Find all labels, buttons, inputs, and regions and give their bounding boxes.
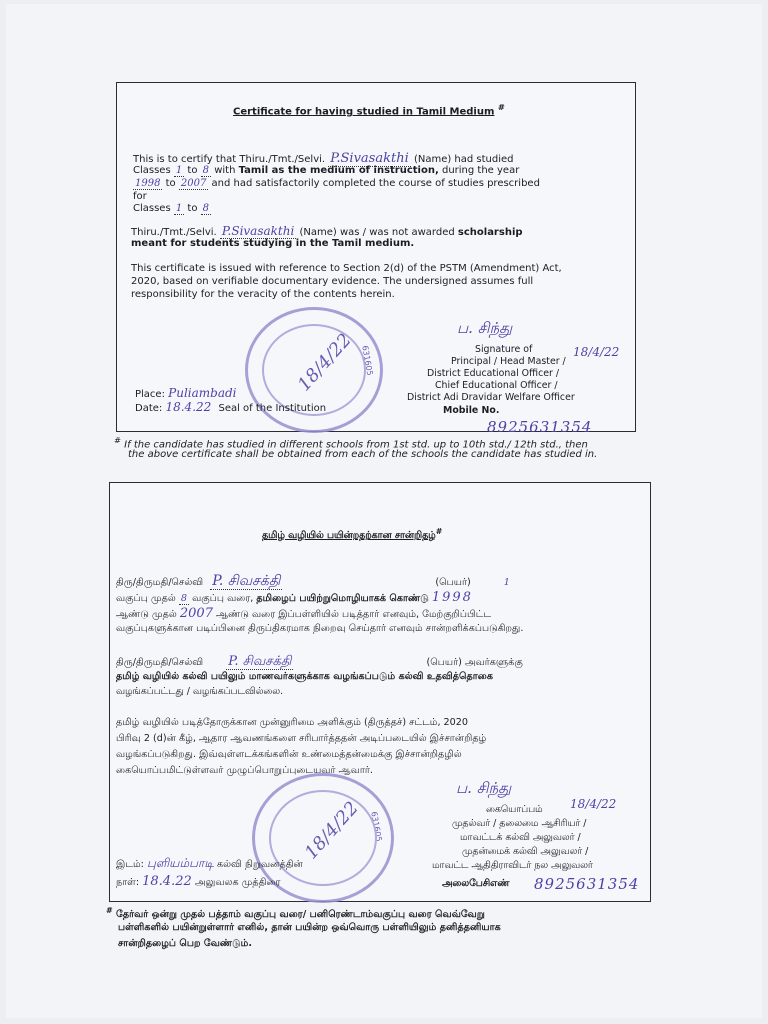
en-date: Date: 18.4.22 Seal of the Institution [135, 400, 327, 414]
institution-seal-stamp-2: 18/4/22 631605 [252, 773, 394, 903]
en-pstm-line-3: responsibility for the veracity of the contents herein. [131, 289, 395, 300]
ta-line-4: வகுப்புகளுக்கான படிப்பினை திருப்திகரமாக நிறைவு செய்தார் எனவும் சான்றளிக்கப்படுகிறது. [116, 623, 524, 634]
ta-footnote-3: சான்றிதழைப் பெற வேண்டும். [118, 938, 253, 949]
ta-mobile-number: 8925631354 [534, 875, 640, 893]
tamil-certificate-box: தமிழ் வழியில் பயின்றதற்கான சான்றிதழ்# திரு/திருமதி/செல்வி P. சிவசக்தி (பெயர்) 1 வகுப்பு முதல் 8 வகுப்பு வரை, தமிழைப் பயிற்றுமொழியாகக் கொண்டு 1998 ஆண்டு முதல் 2007 ஆண்டு வரை இப்பள்ளியில் படித்தார் எனவும், மேற்குறிப்பிட்ட வகுப்புகளுக்கான படிப்பினை திருப்திகரமாக நிறைவு செய்தார் எனவும் சான்றளிக்கப்படுகிறது. திரு/திருமதி/செல்வி P. சிவசக்தி (பெயர்) அவர்களுக்கு தமிழ் வழியில் கல்வி பயிலும் மாணவர்களுக்காக வழங்கப்படும் கல்வி உதவித்தொகை வழங்கப்பட்டது / வழங்கப்படவில்லை. தமிழ் வழியில் படித்தோருக்கான முன்னுரிமை அளிக்கும் (திருத்தச்) சட்டம், 2020 பிரிவு 2 (d)ன் கீழ், ஆதார ஆவணங்களை சரிபார்த்ததன் அடிப்படையில் இச்சான்றிதழ் வழங்கப்படுகிறது. இவ்வுள்ளடக்கங்களின் உண்மைத்தன்மைக்கு இச்சான்றிதழில் கையொப்பமிட்டுள்ளவர் முழுப்பொறுப்புடையவர் ஆவார். 18/4/22 631605 ப. சிந்து 18/4/22 கையொப்பம் முதல்வர் / தலைமை ஆசிரியர் / மாவட்டக் கல்வி அலுவலர் / முதன்மைக் கல்வி அலுவலர் / மாவட்ட ஆதிதிராவிடர் நல அலுவலர் அலைபேசிஎண் 8925631354 இடம்: புளியம்பாடி கல்வி நிறுவனத்தின் நாள்: 18.4.22 அலுவலக முத்திரை [109, 482, 651, 902]
en-line-3: 1998 to 2007 and had satisfactorily completed the course of studies prescribed [135, 178, 540, 189]
en-place: Place: Puliambadi [135, 386, 237, 400]
institution-seal-stamp: 18/4/22 631605 [245, 307, 383, 433]
ta-date: நாள்: 18.4.22 அலுவலக முத்திரை [116, 874, 281, 889]
ta-line-6: தமிழ் வழியில் கல்வி பயிலும் மாணவர்களுக்காக வழங்கப்படும் கல்வி உதவித்தொகை [116, 671, 493, 682]
tamil-title: தமிழ் வழியில் பயின்றதற்கான சான்றிதழ்# [262, 527, 443, 542]
ta-footnote-2: பள்ளிகளில் பயின்றுள்ளார் எனில், தான் பயின்ற ஒவ்வொரு பள்ளியிலும் தனித்தனியாக [118, 922, 501, 933]
en-student-name: P.Sivasakthi [330, 151, 409, 166]
ta-signature-date: 18/4/22 [570, 797, 617, 811]
ta-line-5: திரு/திருமதி/செல்வி P. சிவசக்தி (பெயர்) அவர்களுக்கு [116, 654, 523, 669]
ta-place: இடம்: புளியம்பாடி கல்வி நிறுவனத்தின் [116, 856, 303, 870]
en-pstm-line-2: 2020, based on verifiable documentary evidence. The undersigned assumes full [131, 276, 534, 287]
ta-mobile-label: அலைபேசிஎண் [442, 878, 510, 889]
en-line-5: Classes 1 to 8 [133, 203, 210, 214]
en-line-2: Classes 1 to 8 with Tamil as the medium of instruction, during the year [133, 165, 520, 176]
en-line-1: This is to certify that Thiru./Tmt./Selvi. P.Sivasakthi (Name) had studied [133, 151, 514, 166]
ta-footnote: # தேர்வர் ஒன்று முதல் பத்தாம் வகுப்பு வரை/ பனிரெண்டாம்வகுப்பு வரை வெவ்வேறு [106, 906, 485, 921]
en-signature-date: 18/4/22 [573, 345, 620, 359]
en-scholarship-line-2: meant for students studying in the Tamil medium. [131, 238, 415, 249]
document-page [6, 4, 762, 1018]
en-footnote: # If the candidate has studied in different schools from 1st std. up to 10th std./ 12th std., then [114, 435, 588, 451]
ta-line-2: வகுப்பு முதல் 8 வகுப்பு வரை, தமிழைப் பயிற்றுமொழியாகக் கொண்டு 1998 [116, 590, 473, 605]
en-footnote-2: the above certificate shall be obtained from each of the schools the candidate has studied in. [128, 449, 598, 460]
en-line-4: for [133, 191, 147, 202]
ta-signature: ப. சிந்து [456, 779, 512, 797]
ta-line-3: ஆண்டு முதல் 2007 ஆண்டு வரை இப்பள்ளியில் படித்தார் எனவும், மேற்குறிப்பிட்ட [116, 606, 492, 621]
english-certificate-box: Certificate for having studied in Tamil Medium # This is to certify that Thiru./Tmt./Selvi. P.Sivasakthi (Name) had studied Classes 1 to 8 with Tamil as the medium of instruction, during the year 1998 to 2007 and had satisfactorily completed the course of studies prescribed for Classes 1 to 8 Thiru./Tmt./Selvi. P.Sivasakthi (Name) was / was not awarded scholarship meant for students studying in the Tamil medium. This certificate is issued with reference to Section 2(d) of the PSTM (Amendment) Act, 2020, based on verifiable documentary evidence. The undersigned assumes full responsibility for the veracity of the contents herein. 18/4/22 631605 ப. சிந்து 18/4/22 Signature of Principal / Head Master / District Educational Officer / Chief Educational Officer / District Adi Dravidar Welfare Officer Mobile No. 8925631354 Place: Puliambadi Date: 18.4.22 Seal of the Institution [116, 82, 636, 432]
en-mobile-number: 8925631354 [487, 418, 593, 436]
ta-line-7: வழங்கப்பட்டது / வழங்கப்படவில்லை. [116, 686, 284, 697]
en-signature: ப. சிந்து [457, 319, 513, 337]
en-mobile-label: Mobile No. [443, 405, 500, 416]
english-title: Certificate for having studied in Tamil Medium # [233, 102, 505, 118]
en-pstm-line-1: This certificate is issued with reference to Section 2(d) of the PSTM (Amendment) Act, [131, 263, 562, 274]
en-scholarship-line: Thiru./Tmt./Selvi. P.Sivasakthi (Name) was / was not awarded scholarship [131, 224, 523, 238]
ta-line-1: திரு/திருமதி/செல்வி P. சிவசக்தி (பெயர்) 1 [116, 573, 510, 589]
